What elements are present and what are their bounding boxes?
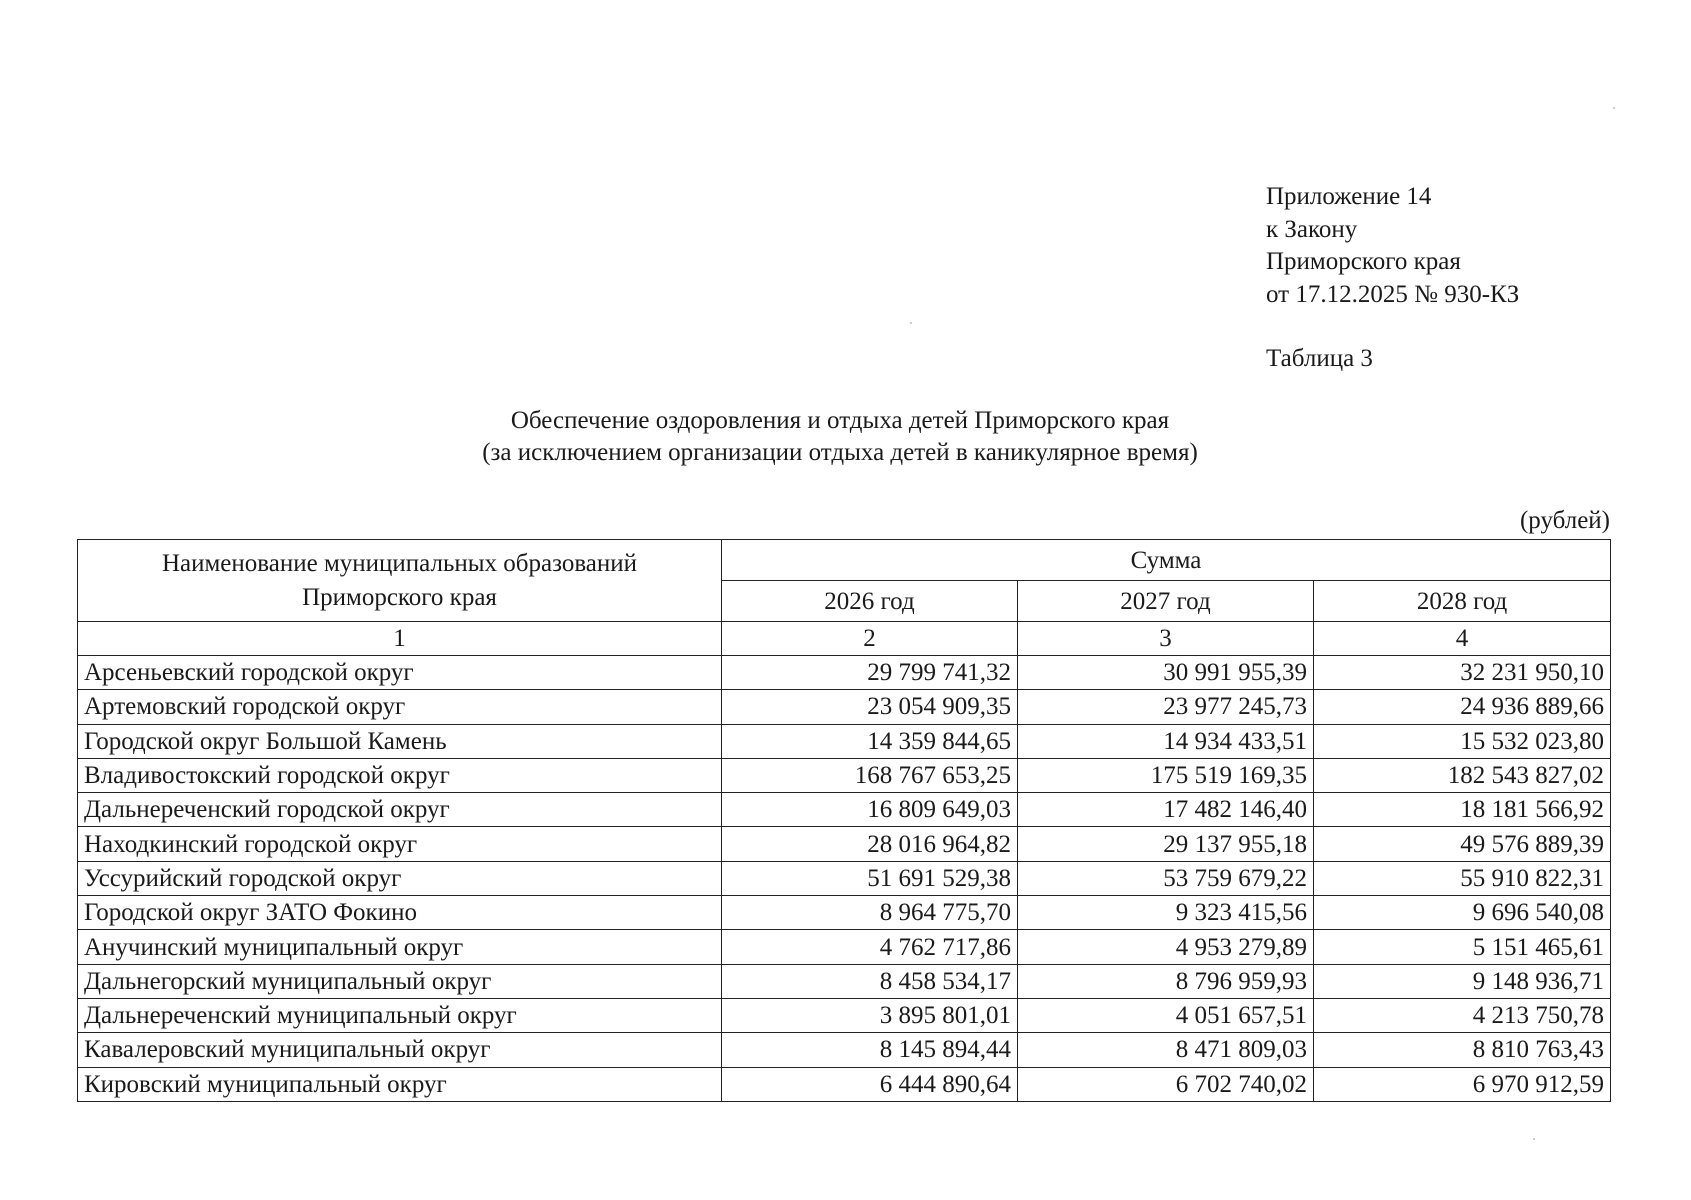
amount-2027-cell: 53 759 679,22 [1018, 861, 1314, 895]
amount-2026-cell: 8 964 775,70 [722, 896, 1018, 930]
amount-2027-cell: 14 934 433,51 [1018, 724, 1314, 758]
amount-2026-cell: 4 762 717,86 [722, 930, 1018, 964]
year-header-2027: 2027 год [1018, 581, 1314, 622]
scan-speck [1533, 1138, 1535, 1140]
amount-2026-cell: 51 691 529,38 [722, 861, 1018, 895]
amount-2027-cell: 6 702 740,02 [1018, 1067, 1314, 1101]
appendix-line-4: от 17.12.2025 № 930-КЗ [1266, 280, 1520, 308]
column-number-4: 4 [1314, 622, 1611, 656]
amount-2027-cell: 17 482 146,40 [1018, 793, 1314, 827]
column-number-2: 2 [722, 622, 1018, 656]
amount-2026-cell: 8 458 534,17 [722, 964, 1018, 998]
table-row [78, 793, 1611, 827]
table-row [78, 1033, 1611, 1067]
column-number-1: 1 [78, 622, 722, 656]
amount-2028-cell: 24 936 889,66 [1314, 690, 1611, 724]
year-header-2028: 2028 год [1314, 581, 1611, 622]
amount-2026-cell: 14 359 844,65 [722, 724, 1018, 758]
amount-2026-cell: 16 809 649,03 [722, 793, 1018, 827]
table-row [78, 827, 1611, 861]
municipality-name-cell: Городской округ ЗАТО Фокино [78, 896, 722, 930]
column-number-3: 3 [1018, 622, 1314, 656]
table-row [78, 656, 1611, 690]
amount-2028-cell: 9 148 936,71 [1314, 964, 1611, 998]
amount-2027-cell: 29 137 955,18 [1018, 827, 1314, 861]
municipality-name-cell: Находкинский городской округ [78, 827, 722, 861]
title-line-1: Обеспечение оздоровления и отдыха детей Приморского края [510, 407, 1170, 434]
municipality-name-cell: Кировский муниципальный округ [78, 1067, 722, 1101]
table-row [78, 930, 1611, 964]
amount-2026-cell: 8 145 894,44 [722, 1033, 1018, 1067]
amount-2028-cell: 8 810 763,43 [1314, 1033, 1611, 1067]
amount-2028-cell: 18 181 566,92 [1314, 793, 1611, 827]
municipality-header-line-1: Наименование муниципальных образований [161, 549, 638, 577]
amount-2027-cell: 8 471 809,03 [1018, 1033, 1314, 1067]
scan-speck [910, 322, 912, 324]
amount-2028-cell: 4 213 750,78 [1314, 998, 1611, 1032]
amount-2026-cell: 3 895 801,01 [722, 998, 1018, 1032]
municipality-name-cell: Арсеньевский городской округ [78, 656, 722, 690]
table-row [78, 998, 1611, 1032]
document-title [340, 405, 1340, 469]
municipality-name-cell: Дальнереченский муниципальный округ [78, 998, 722, 1032]
appendix-line-3: Приморского края [1266, 248, 1461, 275]
amount-2028-cell: 49 576 889,39 [1314, 827, 1611, 861]
municipality-name-cell: Артемовский городской округ [78, 690, 722, 724]
municipality-name-cell: Уссурийский городской округ [78, 861, 722, 895]
amount-2028-cell: 15 532 023,80 [1314, 724, 1611, 758]
appendix-line-2: к Закону [1266, 215, 1358, 243]
municipality-name-cell: Дальнегорский муниципальный округ [78, 964, 722, 998]
table-row [78, 896, 1611, 930]
title-line-2: (за исключением организации отдыха детей в каникулярное время) [482, 439, 1198, 466]
amount-2027-cell: 8 796 959,93 [1018, 964, 1314, 998]
budget-table [77, 539, 1611, 1102]
municipality-name-cell: Владивостокский городской округ [78, 758, 722, 792]
amount-2027-cell: 23 977 245,73 [1018, 690, 1314, 724]
table-row [78, 690, 1611, 724]
units-label: (рублей) [1519, 507, 1610, 534]
amount-2027-cell: 4 953 279,89 [1018, 930, 1314, 964]
municipality-header-line-2: Приморского края [302, 583, 497, 611]
amount-2028-cell: 182 543 827,02 [1314, 758, 1611, 792]
table-row [78, 1067, 1611, 1101]
amount-2028-cell: 5 151 465,61 [1314, 930, 1611, 964]
amount-2026-cell: 23 054 909,35 [722, 690, 1018, 724]
amount-2027-cell: 175 519 169,35 [1018, 758, 1314, 792]
amount-2027-cell: 30 991 955,39 [1018, 656, 1314, 690]
appendix-reference [1266, 181, 1519, 311]
municipality-name-cell: Анучинский муниципальный округ [78, 930, 722, 964]
table-number-label: Таблица 3 [1266, 345, 1373, 372]
table-row [78, 758, 1611, 792]
amount-2028-cell: 32 231 950,10 [1314, 656, 1611, 690]
amount-2027-cell: 4 051 657,51 [1018, 998, 1314, 1032]
amount-2028-cell: 55 910 822,31 [1314, 861, 1611, 895]
municipality-column-header [78, 540, 722, 622]
amount-2026-cell: 168 767 653,25 [722, 758, 1018, 792]
appendix-line-1: Приложение 14 [1266, 183, 1432, 210]
scan-speck [1613, 107, 1615, 109]
year-header-2026: 2026 год [722, 581, 1018, 622]
amount-2026-cell: 28 016 964,82 [722, 827, 1018, 861]
table-row [78, 861, 1611, 895]
municipality-name-cell: Кавалеровский муниципальный округ [78, 1033, 722, 1067]
sum-column-header: Сумма [722, 540, 1611, 581]
amount-2027-cell: 9 323 415,56 [1018, 896, 1314, 930]
municipality-name-cell: Дальнереченский городской округ [78, 793, 722, 827]
amount-2028-cell: 9 696 540,08 [1314, 896, 1611, 930]
amount-2026-cell: 6 444 890,64 [722, 1067, 1018, 1101]
table-row [78, 964, 1611, 998]
amount-2026-cell: 29 799 741,32 [722, 656, 1018, 690]
table-row [78, 724, 1611, 758]
table-header [78, 540, 1611, 656]
municipality-name-cell: Городской округ Большой Камень [78, 724, 722, 758]
table-body [78, 656, 1611, 1102]
amount-2028-cell: 6 970 912,59 [1314, 1067, 1611, 1101]
